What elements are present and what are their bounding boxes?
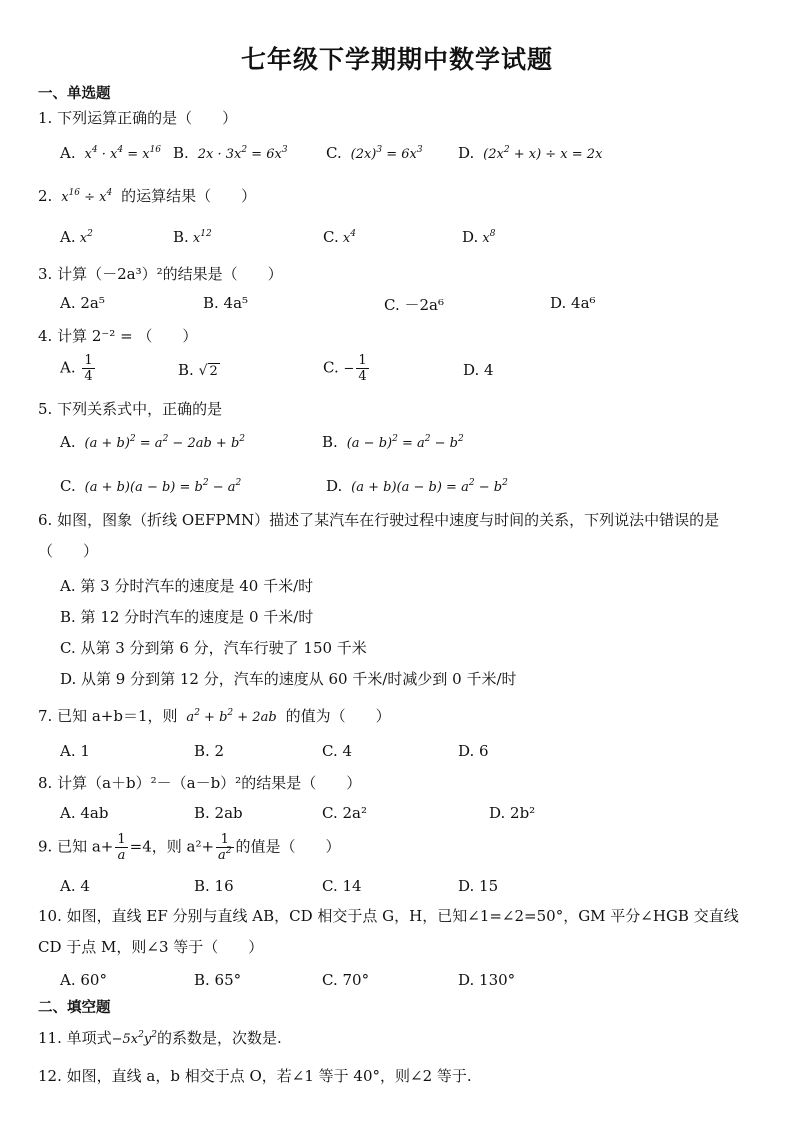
question-7-stem: 7. 已知 a+b＝1，则 $a^2 + b^2 + 2ab$ 的值为（ ）	[38, 707, 391, 725]
q8-option-c[interactable]: C. 2a²	[322, 804, 367, 822]
q4-sqrt-two: √ 2	[198, 363, 218, 379]
q1-option-c-formula: $(2x)^3 = 6x^3$	[346, 145, 423, 162]
question-9-stem: 9. 已知 a+ $\frac{1}{a}$ =4，则 a²+ $\frac{1}{a^2}$ 的值是（ ）	[38, 832, 341, 863]
q4-option-b[interactable]: B. √ 2	[178, 361, 218, 379]
question-8-stem: 8. 计算（a＋b）²－（a－b）²的结果是（ ）	[38, 774, 362, 792]
q1-option-a[interactable]: A. $x^4 \cdot x^4 = x^{16}$	[60, 144, 162, 162]
question-2-stem: 2. $x^{16} \div x^4$ 的运算结果（ ）	[38, 187, 257, 205]
question-6-stem: 6. 如图，图象（折线 OEFPMN）描述了某汽车在行驶过程中速度与时间的关系，下列说法中错误的是（ ）	[38, 511, 720, 560]
q9-option-c[interactable]: C. 14	[322, 877, 362, 895]
q4-fraction-neg-quarter: $\frac{1}{4}$	[358, 353, 367, 384]
question-3-stem: 3. 计算（－2a³）²的结果是（ ）	[38, 265, 283, 283]
q6-option-d[interactable]: D. 从第 9 分到第 12 分，汽车的速度从 60 千米/时减少到 0 千米/时	[60, 670, 517, 688]
q7-option-a[interactable]: A. 1	[60, 742, 90, 760]
q4-option-d[interactable]: D. 4	[463, 361, 494, 379]
q1-option-d-formula: $(2x^2 + x) \div x = 2x$	[479, 145, 603, 162]
q8-option-d[interactable]: D. 2b²	[489, 804, 536, 822]
q3-option-c[interactable]: C. －2a⁶	[384, 296, 444, 314]
q10-option-b[interactable]: B. 65°	[194, 971, 242, 989]
q2-option-c[interactable]: C. $x^4$	[323, 228, 356, 246]
q5-option-c[interactable]: C. $(a + b)(a - b) = b^2 - a^2$	[60, 477, 242, 495]
q11-monomial: $-5x^2y^2$	[111, 1030, 157, 1047]
section-heading-fill-in: 二、填空题	[38, 1000, 111, 1016]
page-title: 七年级下学期期中数学试题	[240, 45, 553, 74]
q2-option-a[interactable]: A. $x^2$	[60, 228, 93, 246]
q5-option-b[interactable]: B. $(a - b)^2 = a^2 - b^2$	[322, 433, 464, 451]
q3-option-a[interactable]: A. 2a⁵	[60, 294, 105, 312]
q5-option-d[interactable]: D. $(a + b)(a - b) = a^2 - b^2$	[326, 477, 508, 495]
q7-formula: $a^2 + b^2 + 2ab$	[182, 708, 281, 725]
question-4-stem: 4. 计算 2⁻² = （ ）	[38, 327, 198, 345]
q7-option-d[interactable]: D. 6	[458, 742, 489, 760]
q1-option-d[interactable]: D. $(2x^2 + x) \div x = 2x$	[458, 144, 603, 162]
q1-option-b[interactable]: B. $2x \cdot 3x^2 = 6x^3$	[173, 144, 288, 162]
q9-fraction-one-over-a: $\frac{1}{a}$	[117, 832, 126, 863]
q1-option-c[interactable]: C. $(2x)^3 = 6x^3$	[326, 144, 423, 162]
q10-option-c[interactable]: C. 70°	[322, 971, 370, 989]
q8-option-a[interactable]: A. 4ab	[60, 804, 109, 822]
q6-option-c[interactable]: C. 从第 3 分到第 6 分，汽车行驶了 150 千米	[60, 639, 367, 657]
q8-option-b[interactable]: B. 2ab	[194, 804, 243, 822]
q9-option-a[interactable]: A. 4	[60, 877, 90, 895]
question-11-stem: 11. 单项式$-5x^2y^2$的系数是，次数是.	[38, 1029, 282, 1047]
q2-formula: $x^{16} \div x^4$	[57, 188, 113, 205]
q6-option-b[interactable]: B. 第 12 分时汽车的速度是 0 千米/时	[60, 608, 314, 626]
q7-option-b[interactable]: B. 2	[194, 742, 225, 760]
q10-option-d[interactable]: D. 130°	[458, 971, 516, 989]
q6-option-a[interactable]: A. 第 3 分时汽车的速度是 40 千米/时	[60, 577, 314, 595]
q5-option-a[interactable]: A. $(a + b)^2 = a^2 - 2ab + b^2$	[60, 433, 246, 451]
q9-fraction-one-over-a-squared: $\frac{1}{a^2}$	[218, 832, 232, 863]
question-1-stem: 1. 下列运算正确的是（ ）	[38, 109, 238, 127]
question-10-stem: 10. 如图，直线 EF 分别与直线 AB，CD 相交于点 G，H，已知∠1=∠2=50°，GM 平分∠HGB 交直线 CD 于点 M，则∠3 等于（ ）	[38, 907, 739, 956]
q3-option-d[interactable]: D. 4a⁶	[550, 294, 596, 312]
q4-option-a[interactable]: A. $\frac{1}{4}$	[60, 353, 93, 384]
q3-option-b[interactable]: B. 4a⁵	[203, 294, 249, 312]
q10-option-a[interactable]: A. 60°	[60, 971, 107, 989]
q9-option-b[interactable]: B. 16	[194, 877, 234, 895]
q1-option-b-formula: $2x \cdot 3x^2 = 6x^3$	[193, 145, 288, 162]
question-5-stem: 5. 下列关系式中，正确的是	[38, 400, 223, 418]
q7-option-c[interactable]: C. 4	[322, 742, 353, 760]
q2-option-d[interactable]: D. $x^8$	[462, 228, 496, 246]
question-12-stem: 12. 如图，直线 a，b 相交于点 O，若∠1 等于 40°，则∠2 等于.	[38, 1067, 472, 1085]
q4-option-c[interactable]: C. − $\frac{1}{4}$	[323, 353, 367, 384]
q2-option-b[interactable]: B. $x^{12}$	[173, 228, 212, 246]
q9-option-d[interactable]: D. 15	[458, 877, 499, 895]
q4-fraction-one-quarter: $\frac{1}{4}$	[84, 353, 93, 384]
q1-option-a-formula: $x^4 \cdot x^4 = x^{16}$	[80, 145, 162, 162]
section-heading-single-choice: 一、单选题	[38, 86, 111, 102]
